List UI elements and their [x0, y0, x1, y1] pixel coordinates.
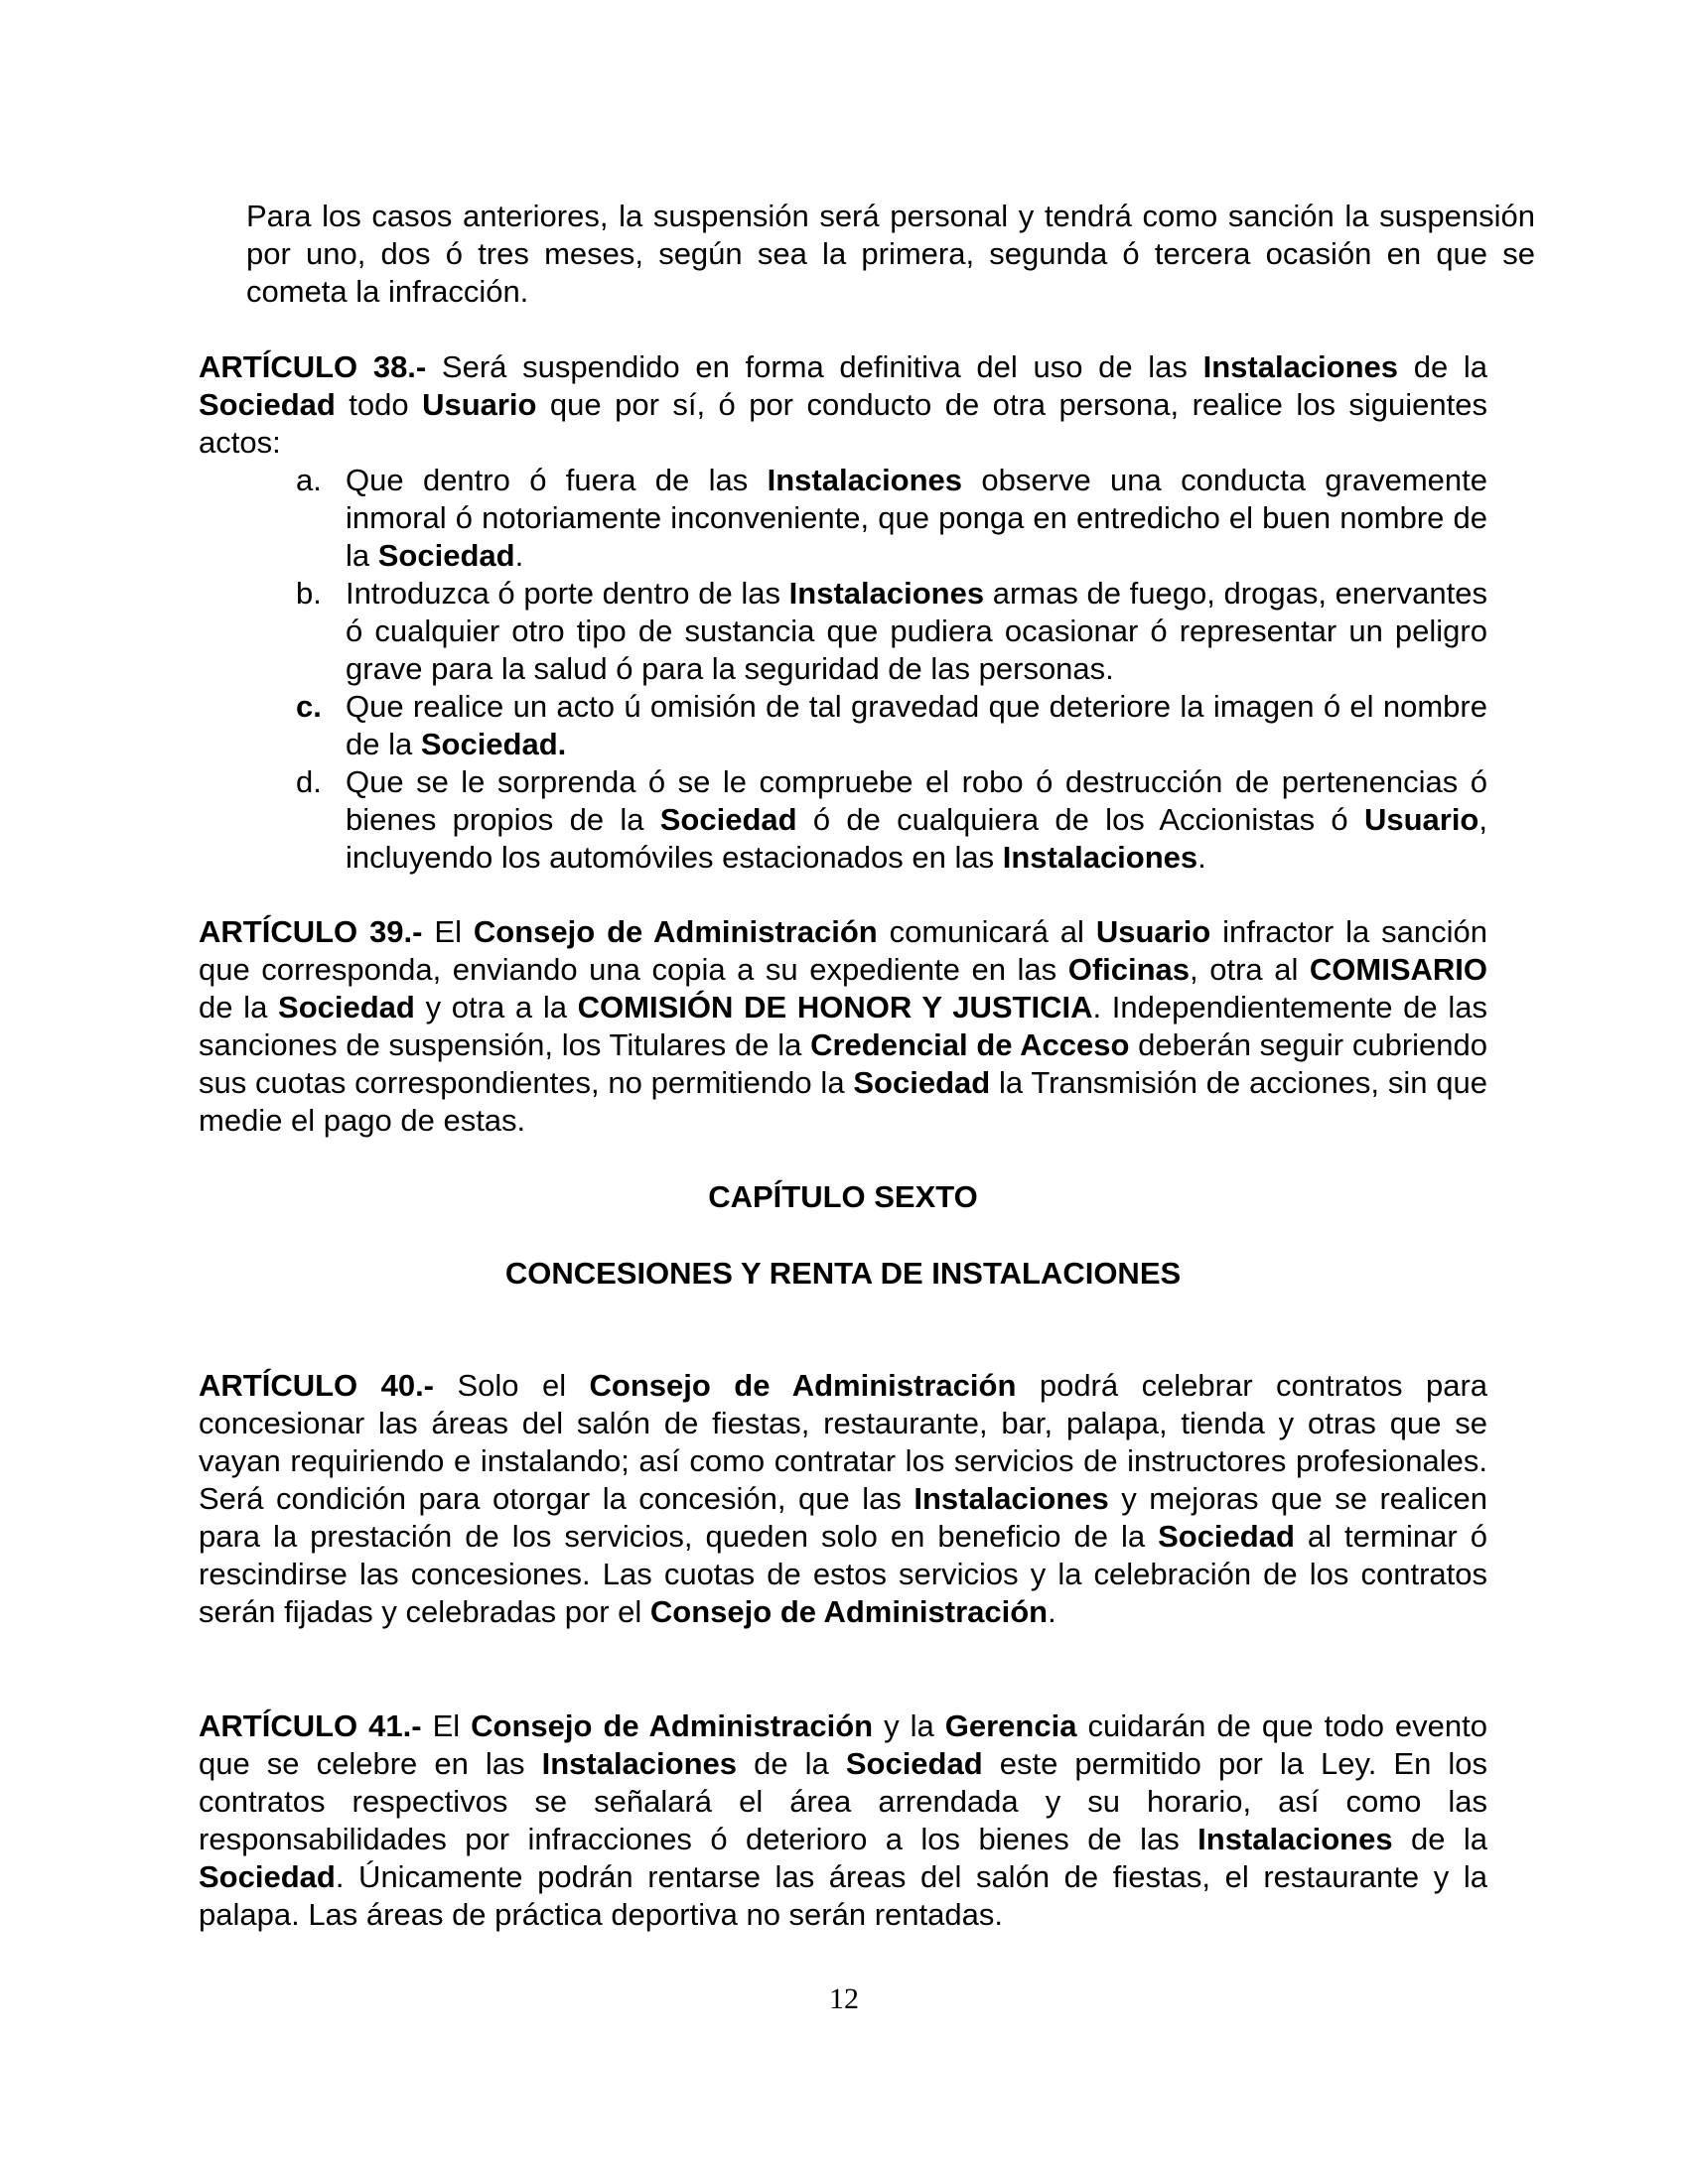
list-item: c. Que realice un acto ú omisión de tal gravedad que deteriore la imagen ó el nombre de la Sociedad.	[296, 689, 1487, 761]
article-38-heading: ARTÍCULO 38.-	[199, 349, 427, 384]
chapter-subtitle: CONCESIONES Y RENTA DE INSTALACIONES	[504, 1256, 1182, 1291]
article-40-heading: ARTÍCULO 40.-	[199, 1368, 435, 1403]
list-item: d. Que se le sorprenda ó se le compruebe el robo ó destrucción de pertenencias ó bienes propios de la Sociedad ó de cualquiera de los Accionistas ó Usuario, incluyendo los automóviles estacionados en las Instalaciones.	[296, 764, 1487, 875]
intro-text: Para los casos anteriores, la suspensión será personal y tendrá como sanción la suspensión por uno, dos ó tres meses, según sea la primera, segunda ó tercera ocasión en que se cometa la infracción.	[246, 199, 1535, 309]
article-41-heading: ARTÍCULO 41.-	[199, 1708, 422, 1743]
article-40-body: ARTÍCULO 40.- Solo el Consejo de Administración podrá celebrar contratos para concesionar las áreas del salón de fiestas, restaurante, bar, palapa, tienda y otras que se vayan requiriendo e instalando; así como contratar los servicios de instructores profesionales. Será condición para otorgar la concesión, que las Instalaciones y mejoras que se realicen para la prestación de los servicios, queden solo en beneficio de la Sociedad al terminar ó rescindirse las concesiones. Las cuotas de estos servicios y la celebración de los contratos serán fijadas y celebradas por el Consejo de Administración.	[199, 1368, 1488, 1629]
article-40	[199, 1367, 1487, 1631]
page-number: 12	[829, 1982, 859, 2015]
article-39-heading: ARTÍCULO 39.-	[199, 914, 423, 949]
intro-paragraph	[199, 198, 1535, 311]
chapter-title: CAPÍTULO SEXTO	[708, 1179, 978, 1214]
list-marker: a.	[296, 463, 322, 497]
article-38-list	[199, 462, 1487, 877]
list-marker: d.	[296, 764, 322, 799]
list-item: b. Introduzca ó porte dentro de las Instalaciones armas de fuego, drogas, enervantes ó cualquier otro tipo de sustancia que pudiera ocasionar ó representar un peligro grave para la salud ó para la seguridad de las personas.	[296, 576, 1487, 686]
article-38-body: ARTÍCULO 38.- Será suspendido en forma definitiva del uso de las Instalaciones de la Sociedad todo Usuario que por sí, ó por conducto de otra persona, realice los siguientes actos:	[199, 349, 1488, 460]
article-39	[199, 913, 1487, 1140]
article-39-body: ARTÍCULO 39.- El Consejo de Administración comunicará al Usuario infractor la sanción que corresponda, enviando una copia a su expediente en las Oficinas, otra al COMISARIO de la Sociedad y otra a la COMISIÓN DE HONOR Y JUSTICIA. Independientemente de las sanciones de suspensión, los Titulares de la Credencial de Acceso deberán seguir cubriendo sus cuotas correspondientes, no permitiendo la Sociedad la Transmisión de acciones, sin que medie el pago de estas.	[199, 914, 1488, 1138]
list-item: a. Que dentro ó fuera de las Instalaciones observe una conducta gravemente inmoral ó notoriamente inconveniente, que ponga en entredicho el buen nombre de la Sociedad.	[296, 463, 1487, 573]
article-41-body: ARTÍCULO 41.- El Consejo de Administración y la Gerencia cuidarán de que todo evento que se celebre en las Instalaciones de la Sociedad este permitido por la Ley. En los contratos respectivos se señalará el área arrendada y su horario, así como las responsabilidades por infracciones ó deterioro a los bienes de las Instalaciones de la Sociedad. Únicamente podrán rentarse las áreas del salón de fiestas, el restaurante y la palapa. Las áreas de práctica deportiva no serán rentadas.	[199, 1708, 1488, 1932]
list-marker: c.	[296, 689, 322, 724]
list-marker: b.	[296, 576, 322, 611]
article-38	[199, 348, 1487, 877]
article-41	[199, 1707, 1487, 1934]
